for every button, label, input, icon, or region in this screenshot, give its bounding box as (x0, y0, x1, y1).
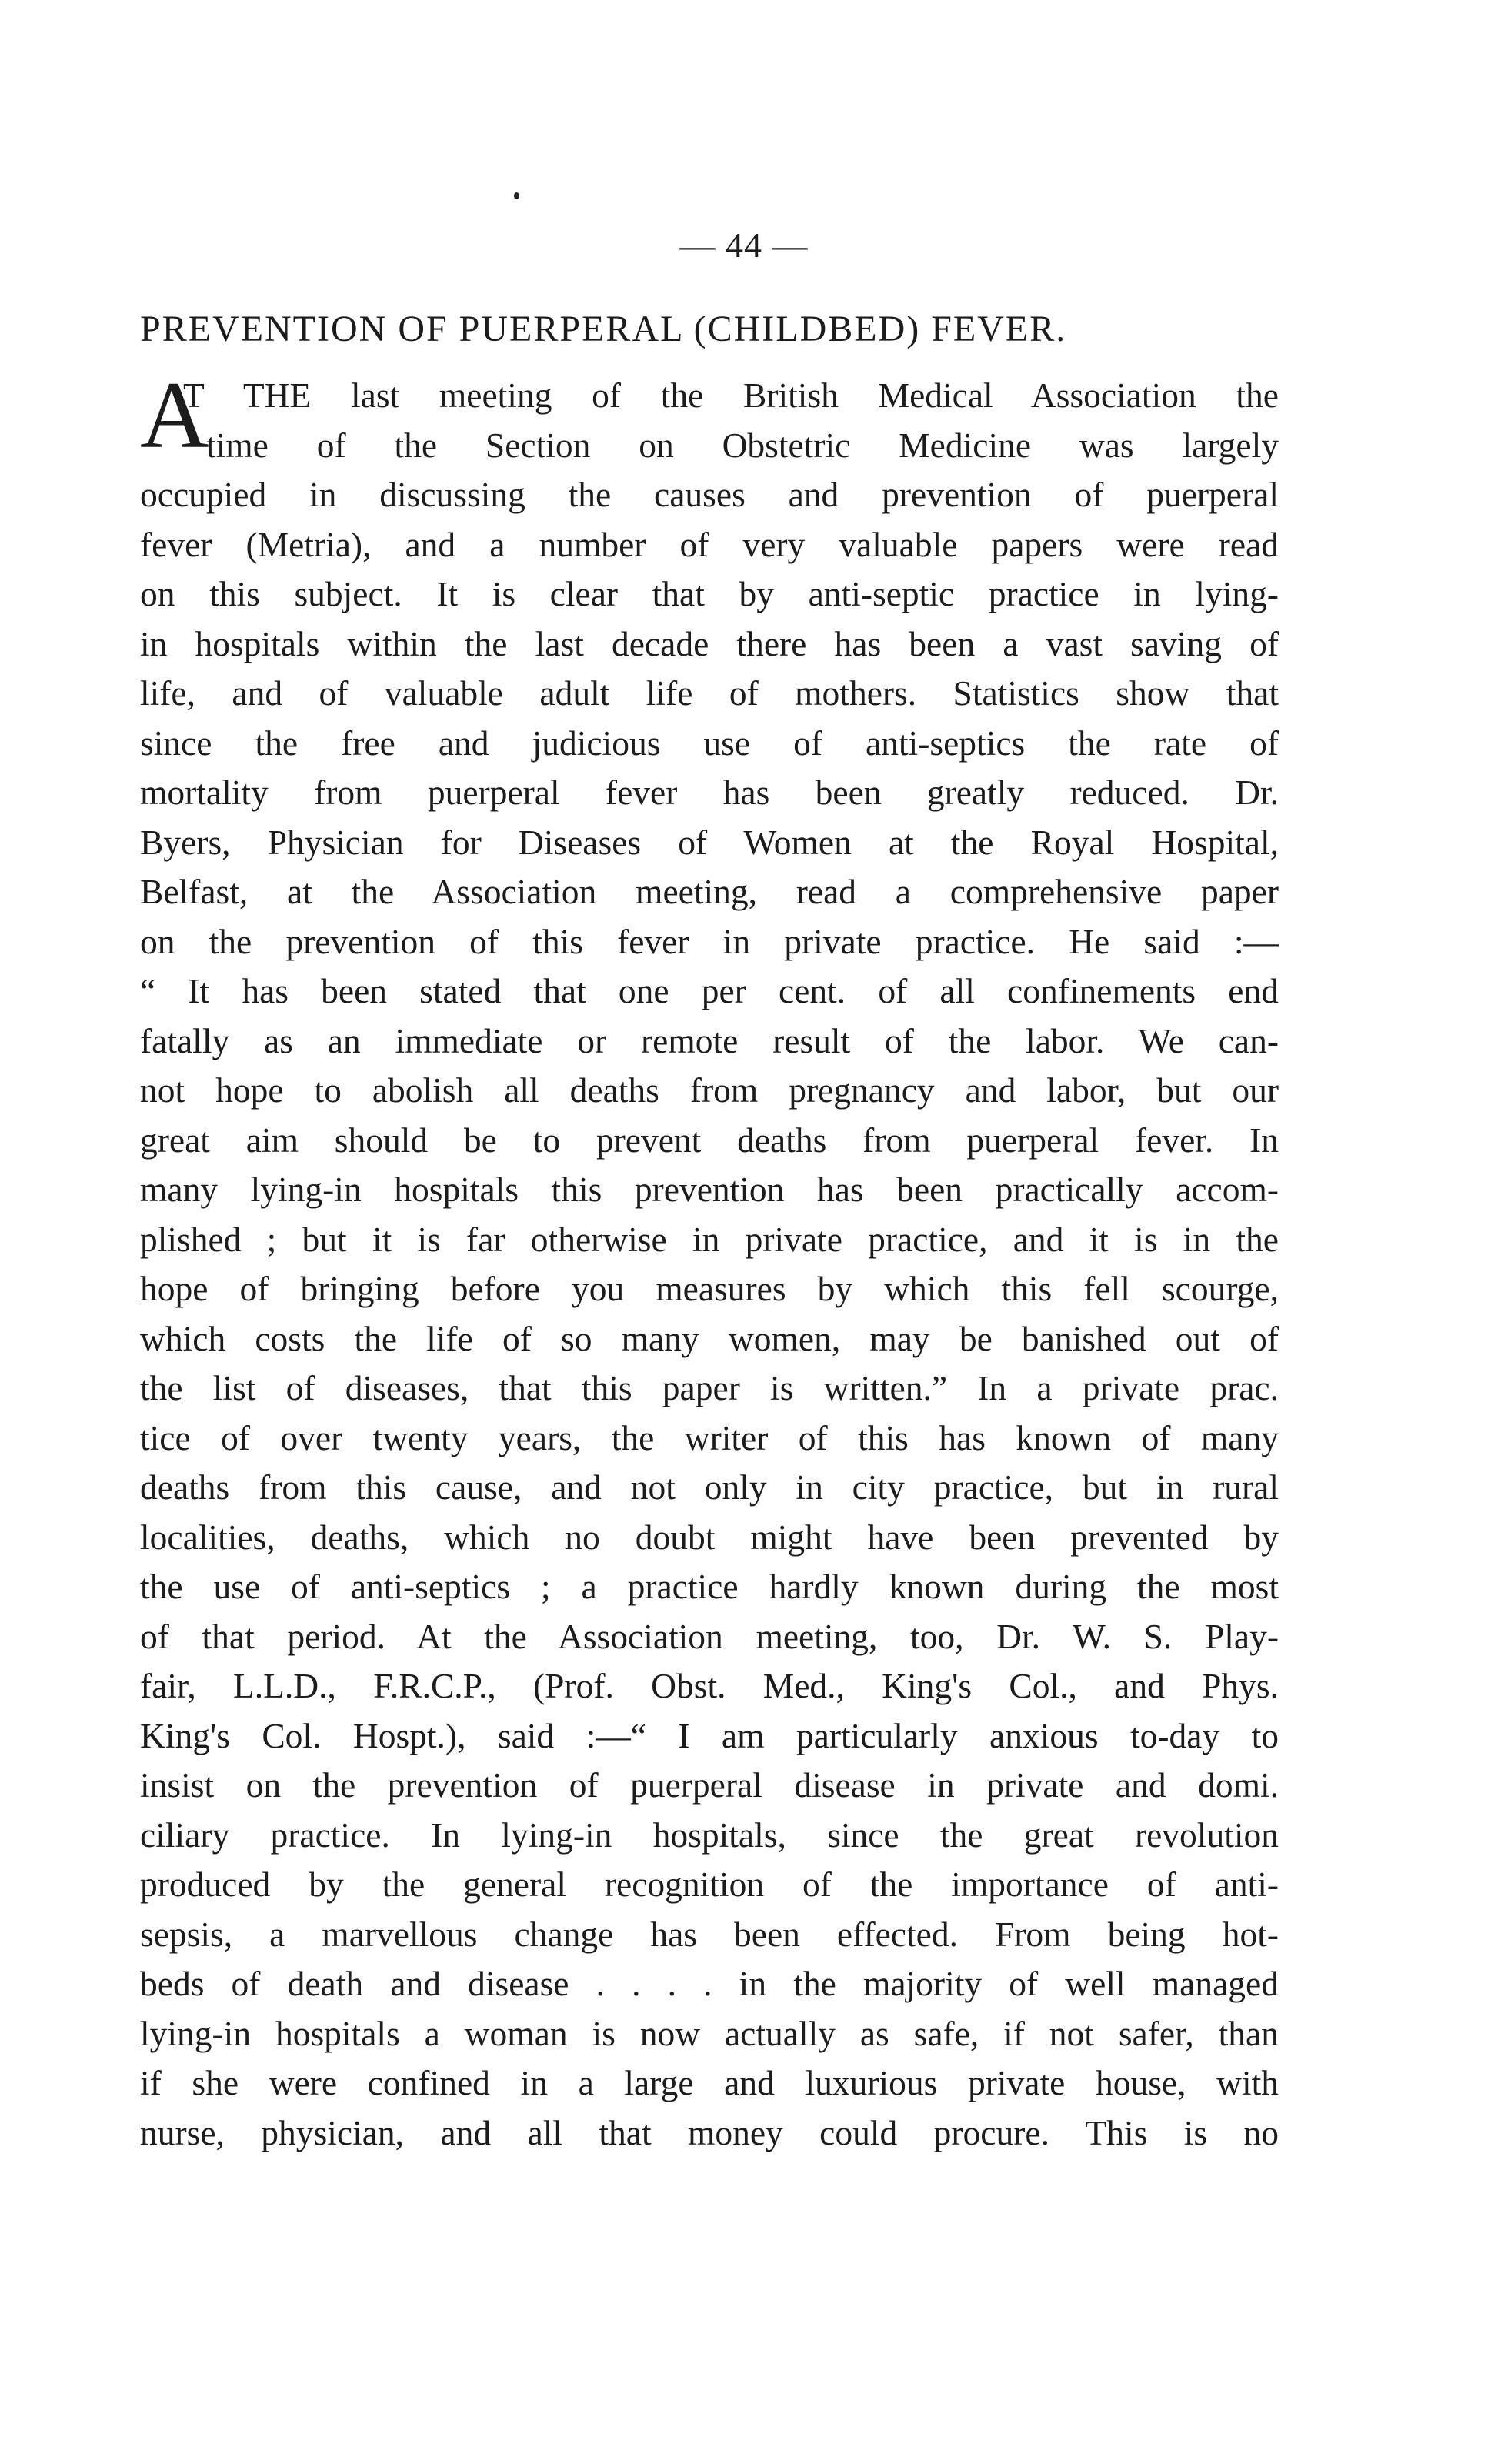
body-line: sepsis, a marvellous change has been effected. From being hot- (140, 1914, 1279, 1954)
body-line: Belfast, at the Association meeting, read a comprehensive paper (140, 872, 1279, 911)
body-line: “ It has been stated that one per cent. of all confinements end (140, 971, 1279, 1010)
ink-speck (514, 192, 519, 199)
body-line: of that period. At the Association meeting, too, Dr. W. S. Play- (140, 1616, 1279, 1656)
body-line: King's Col. Hospt.), said :—“ I am particularly anxious to-day to (140, 1715, 1279, 1755)
body-line: life, and of valuable adult life of mothers. Statistics show that (140, 673, 1279, 713)
body-line: fair, L.L.D., F.R.C.P., (Prof. Obst. Med., King's Col., and Phys. (140, 1666, 1279, 1705)
body-line: plished ; but it is far otherwise in private practice, and it is in the (140, 1219, 1279, 1259)
article-title: PREVENTION OF PUERPERAL (CHILDBED) FEVER. (140, 309, 1067, 349)
body-line: on the prevention of this fever in private practice. He said :— (140, 921, 1279, 961)
body-line: ciliary practice. In lying-in hospitals, since the great revolution (140, 1815, 1279, 1855)
body-line: which costs the life of so many women, may be banished out of (140, 1318, 1279, 1358)
drop-cap: A (140, 362, 209, 468)
body-line: deaths from this cause, and not only in city practice, but in rural (140, 1467, 1279, 1507)
body-line: occupied in discussing the causes and prevention of puerperal (140, 475, 1279, 514)
body-line: nurse, physician, and all that money could procure. This is no (140, 2112, 1279, 2152)
body-line: localities, deaths, which no doubt might have been prevented by (140, 1517, 1279, 1557)
body-line: the list of diseases, that this paper is written.” In a private prac. (140, 1368, 1279, 1407)
body-line: fever (Metria), and a number of very valuable papers were read (140, 524, 1279, 564)
body-line: Byers, Physician for Diseases of Women at the Royal Hospital, (140, 822, 1279, 862)
article-body (140, 371, 1279, 2158)
body-line: mortality from puerperal fever has been greatly reduced. Dr. (140, 773, 1279, 812)
body-line: on this subject. It is clear that by anti-septic practice in lying- (140, 574, 1279, 613)
body-line: produced by the general recognition of the importance of anti- (140, 1865, 1279, 1904)
body-line: hope of bringing before you measures by which this fell scourge, (140, 1269, 1279, 1308)
body-line: in hospitals within the last decade there has been a vast saving of (140, 623, 1279, 663)
body-line: the use of anti-septics ; a practice hardly known during the most (140, 1567, 1279, 1606)
body-line: since the free and judicious use of anti-septics the rate of (140, 723, 1279, 763)
body-line: if she were confined in a large and luxurious private house, with (140, 2063, 1279, 2102)
body-line: beds of death and disease . . . . in the majority of well managed (140, 1964, 1279, 2003)
page-number: — 44 — (679, 225, 809, 265)
body-line: T THE last meeting of the British Medical Association the (183, 376, 1279, 415)
body-line: great aim should be to prevent deaths from puerperal fever. In (140, 1120, 1279, 1160)
body-line: tice of over twenty years, the writer of this has known of many (140, 1417, 1279, 1457)
body-line: insist on the prevention of puerperal disease in private and domi. (140, 1765, 1279, 1805)
body-line: lying-in hospitals a woman is now actually as safe, if not safer, than (140, 2013, 1279, 2053)
body-line: many lying-in hospitals this prevention has been practically accom- (140, 1170, 1279, 1209)
body-line: time of the Section on Obstetric Medicine was largely (206, 425, 1279, 465)
body-line: not hope to abolish all deaths from pregnancy and labor, but our (140, 1070, 1279, 1110)
body-line: fatally as an immediate or remote result of the labor. We can- (140, 1020, 1279, 1060)
